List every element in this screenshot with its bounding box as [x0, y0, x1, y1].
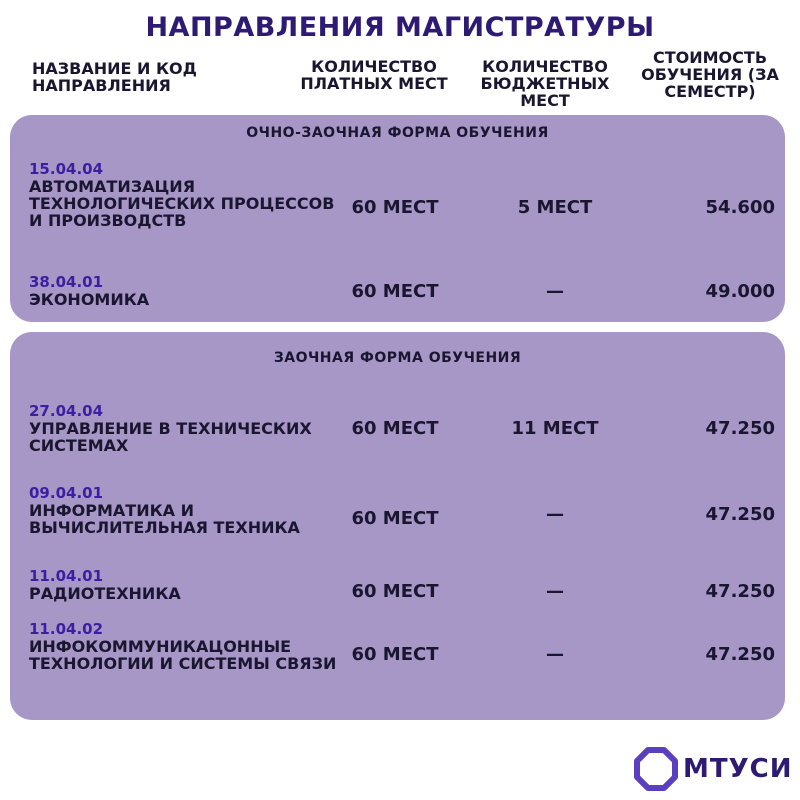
- page-title: НАПРАВЛЕНИЯ МАГИСТРАТУРЫ: [145, 12, 655, 43]
- paid-places: 60 МЕСТ: [351, 644, 439, 665]
- budget-places: —: [546, 281, 564, 302]
- tuition-cost: 49.000: [705, 281, 775, 302]
- mtuci-logo: [633, 746, 793, 792]
- column-header-paid: КОЛИЧЕСТВО ПЛАТНЫХ МЕСТ: [300, 57, 448, 93]
- paid-places: 60 МЕСТ: [351, 508, 439, 529]
- tuition-cost: 47.250: [705, 644, 775, 665]
- program-name: УПРАВЛЕНИЕ В ТЕХНИЧЕСКИХ СИСТЕМАХ: [29, 419, 312, 455]
- budget-places: 5 МЕСТ: [517, 197, 593, 218]
- program-code: 09.04.01: [29, 484, 104, 502]
- budget-places: —: [546, 504, 564, 525]
- octagon-ring-icon: [633, 746, 679, 792]
- section-title: ЗАОЧНАЯ ФОРМА ОБУЧЕНИЯ: [273, 350, 522, 366]
- paid-places: 60 МЕСТ: [351, 281, 439, 302]
- logo-text: МТУСИ: [683, 754, 793, 784]
- tuition-cost: 47.250: [705, 504, 775, 525]
- program-name: РАДИОТЕХНИКА: [29, 584, 181, 603]
- program-name: ЭКОНОМИКА: [29, 290, 150, 309]
- column-header-budget: КОЛИЧЕСТВО БЮДЖЕТНЫХ МЕСТ: [480, 57, 610, 110]
- program-code: 15.04.04: [29, 160, 104, 178]
- program-code: 11.04.02: [29, 620, 104, 638]
- program-code: 38.04.01: [29, 273, 104, 291]
- program-name: ИНФОКОММУНИКАЦОННЫЕ ТЕХНОЛОГИИ И СИСТЕМЫ СВЯЗИ: [29, 637, 337, 673]
- program-name: ИНФОРМАТИКА И ВЫЧИСЛИТЕЛЬНАЯ ТЕХНИКА: [29, 501, 300, 537]
- tuition-cost: 47.250: [705, 581, 775, 602]
- section-title: ОЧНО-ЗАОЧНАЯ ФОРМА ОБУЧЕНИЯ: [246, 125, 549, 141]
- section-part-time-evening: [10, 115, 785, 322]
- paid-places: 60 МЕСТ: [351, 418, 439, 439]
- budget-places: —: [546, 581, 564, 602]
- program-code: 27.04.04: [29, 402, 104, 420]
- tuition-cost: 47.250: [705, 418, 775, 439]
- budget-places: —: [546, 644, 564, 665]
- section-part-time: [10, 332, 785, 720]
- column-header-cost: СТОИМОСТЬ ОБУЧЕНИЯ (ЗА СЕМЕСТР): [641, 48, 779, 101]
- budget-places: 11 МЕСТ: [511, 418, 599, 439]
- program-code: 11.04.01: [29, 567, 104, 585]
- tuition-cost: 54.600: [705, 197, 775, 218]
- paid-places: 60 МЕСТ: [351, 197, 439, 218]
- program-name: АВТОМАТИЗАЦИЯ ТЕХНОЛОГИЧЕСКИХ ПРОЦЕССОВ И ПРОИЗВОДСТВ: [29, 177, 335, 230]
- paid-places: 60 МЕСТ: [351, 581, 439, 602]
- column-header-name: НАЗВАНИЕ И КОД НАПРАВЛЕНИЯ: [32, 59, 197, 95]
